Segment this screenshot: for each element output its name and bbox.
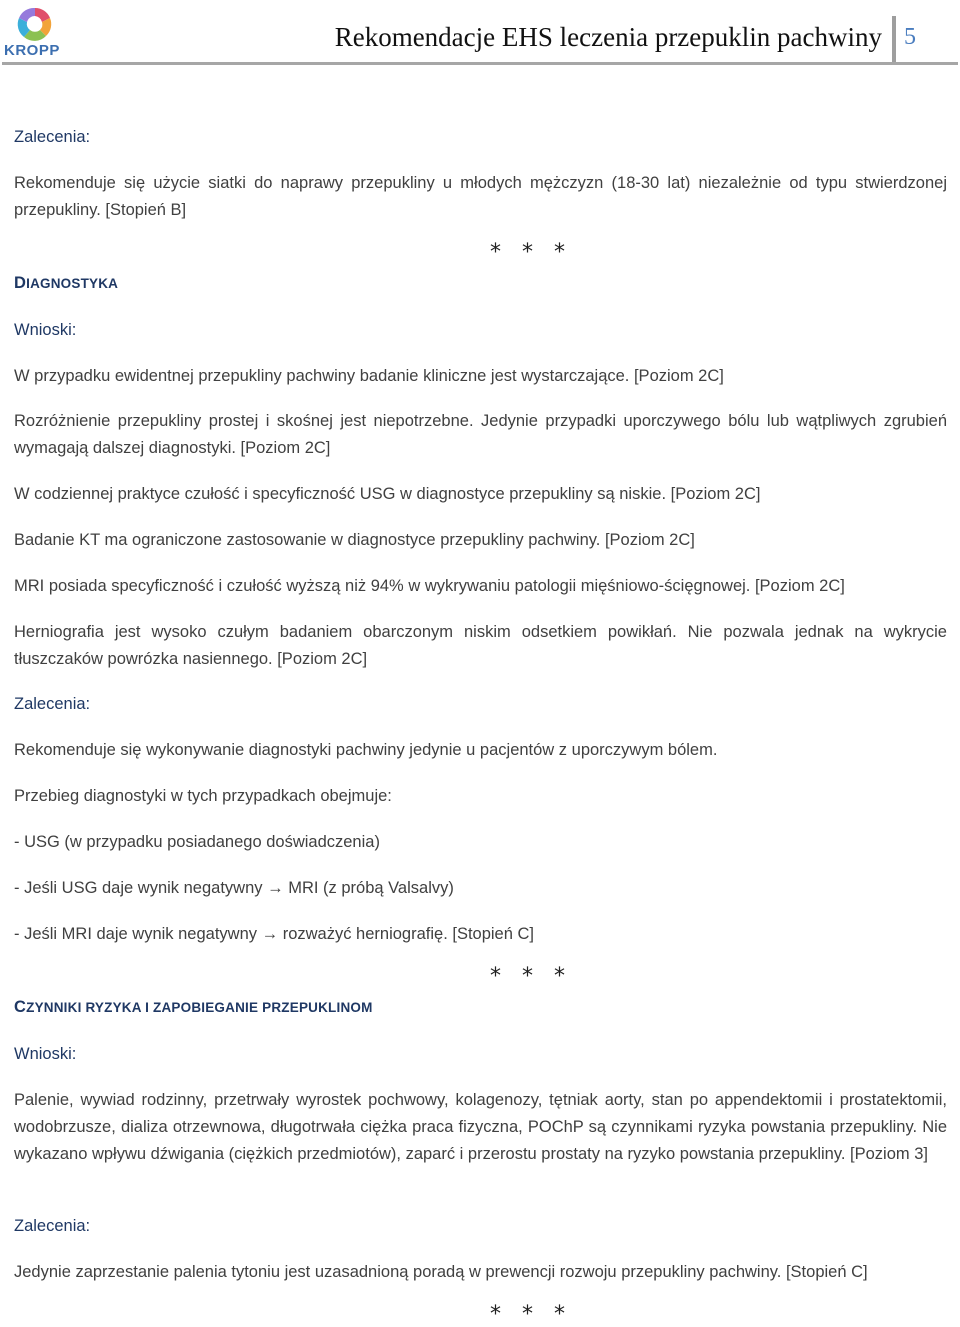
section-separator: * * * bbox=[490, 1302, 572, 1327]
paragraph: Palenie, wywiad rodzinny, przetrwały wyrostek pochwowy, kolagenozy, tętniak aorty, stan po appendektomii i prostatektomii, wodobrzusze, dializa otrzewnowa, długotrwała ciężka praca fizyczna, POChP są czynnikami ryzyka powstania przepukliny. Nie wykazano wpływu dźwigania (ciężkich przedmiotów), zaparć i przerostu prostaty na ryzyko powstania przepukliny. [Poziom 3] bbox=[14, 1091, 947, 1163]
paragraph: Rekomenduje się użycie siatki do naprawy przepukliny u młodych mężczyzn (18-30 lat) niezależnie od typu stwierdzonej przepukliny. [Stopień B] bbox=[14, 174, 947, 219]
paragraph: MRI posiada specyficzność i czułość wyższą niż 94% w wykrywaniu patologii mięśniowo-ścięgnowej. [Poziom 2C] bbox=[14, 577, 845, 595]
conclusions-label: Wnioski: bbox=[14, 1045, 77, 1063]
page-header bbox=[0, 0, 960, 68]
header-rule bbox=[2, 62, 958, 65]
recommendations-label: Zalecenia: bbox=[14, 695, 91, 713]
list-item: - USG (w przypadku posiadanego doświadczenia) bbox=[14, 833, 380, 851]
paragraph: Badanie KT ma ograniczone zastosowanie w diagnostyce przepukliny pachwiny. [Poziom 2C] bbox=[14, 531, 695, 549]
list-item: - Jeśli MRI daje wynik negatywny → rozważyć herniografię. [Stopień C] bbox=[14, 925, 534, 943]
paragraph: W przypadku ewidentnej przepukliny pachwiny badanie kliniczne jest wystarczające. [Poziom 2C] bbox=[14, 367, 724, 385]
right-arrow-icon: → bbox=[267, 879, 284, 897]
title-divider bbox=[892, 16, 896, 64]
paragraph: Rekomenduje się wykonywanie diagnostyki pachwiny jedynie u pacjentów z uporczywym bólem. bbox=[14, 741, 718, 759]
right-arrow-icon: → bbox=[261, 925, 279, 943]
section-separator: * * * bbox=[490, 240, 572, 265]
section-heading-diagnostics: DIAGNOSTYKA bbox=[14, 274, 119, 292]
paragraph: Rozróżnienie przepukliny prostej i skośnej jest niepotrzebne. Jedynie przypadki uporczywego bólu lub wątpliwych zgrubień wymagają dalszej diagnostyki. [Poziom 2C] bbox=[14, 412, 947, 457]
paragraph: Przebieg diagnostyki w tych przypadkach obejmuje: bbox=[14, 787, 392, 805]
paragraph: W codziennej praktyce czułość i specyficzność USG w diagnostyce przepukliny są niskie. [Poziom 2C] bbox=[14, 485, 761, 503]
page-number: 5 bbox=[904, 24, 916, 50]
recommendations-label: Zalecenia: bbox=[14, 1217, 91, 1235]
section-heading-risk-factors: CZYNNIKI RYZYKA I ZAPOBIEGANIE PRZEPUKLINOM bbox=[14, 998, 373, 1016]
conclusions-label: Wnioski: bbox=[14, 321, 77, 339]
recommendations-label: Zalecenia: bbox=[14, 128, 91, 146]
paragraph: Herniografia jest wysoko czułym badaniem obarczonym niskim odsetkiem powikłań. Nie pozwala jednak na wykrycie tłuszczaków powrózka nasiennego. [Poziom 2C] bbox=[14, 623, 947, 668]
paragraph: Jedynie zaprzestanie palenia tytoniu jest uzasadnioną poradą w prewencji rozwoju przepukliny pachwiny. [Stopień C] bbox=[14, 1263, 868, 1281]
list-item: - Jeśli USG daje wynik negatywny → MRI (z próbą Valsalvy) bbox=[14, 879, 454, 897]
section-separator: * * * bbox=[490, 964, 572, 989]
logo-text: KROPP bbox=[4, 42, 60, 59]
document-title: Rekomendacje EHS leczenia przepuklin pachwiny bbox=[334, 22, 882, 52]
